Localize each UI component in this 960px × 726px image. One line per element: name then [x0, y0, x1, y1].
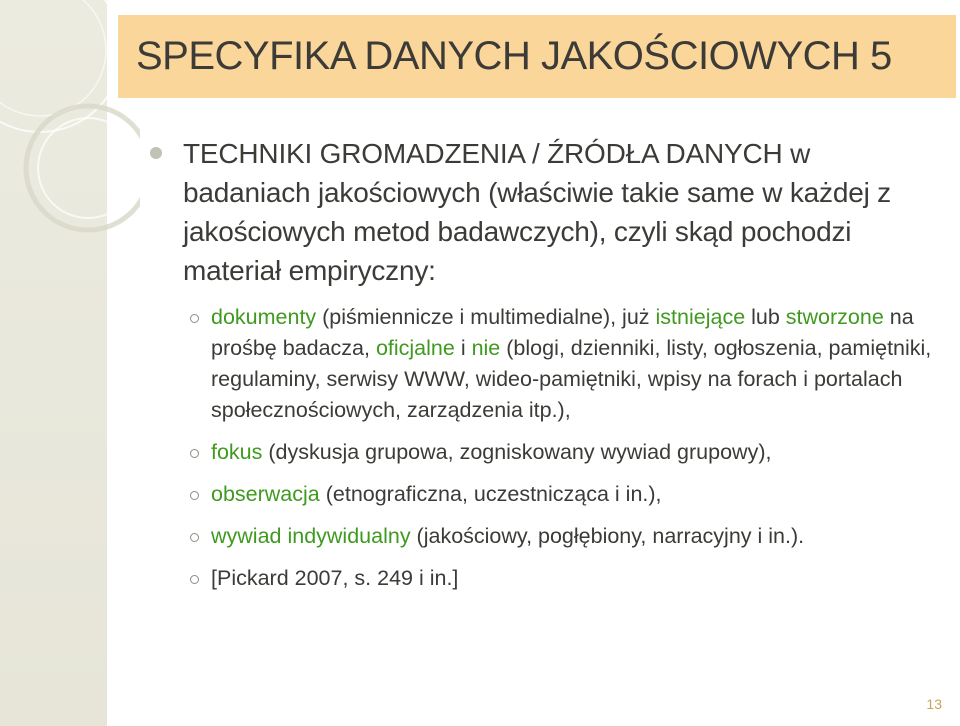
- text-segment: lub: [745, 305, 786, 329]
- term-fokus: fokus: [211, 440, 263, 464]
- ring-bullet-icon: [190, 533, 199, 542]
- title-bar: [118, 15, 956, 98]
- text-segment: i: [454, 336, 472, 360]
- text-segment: (jakościowy, pogłębiony, narracyjny i in.).: [410, 524, 805, 548]
- list-item: [190, 302, 940, 426]
- list-item: [190, 521, 940, 552]
- list-item: [190, 479, 940, 510]
- page-number: 13: [926, 696, 942, 712]
- citation: [Pickard 2007, s. 249 i in.]: [211, 566, 459, 590]
- term-nie: nie: [471, 336, 501, 360]
- list-item: [190, 563, 940, 594]
- ring-bullet-icon: [190, 314, 199, 323]
- sub-bullet-list: [150, 302, 940, 594]
- ring-bullet-icon: [190, 575, 199, 584]
- text-segment: (etnograficzna, uczestnicząca i in.),: [319, 482, 662, 506]
- bullet-dot-icon: [150, 147, 162, 159]
- text-segment: (blogi, dzienniki, listy, ogłoszenia, pamiętniki, regulaminy, serwisy WWW, wideo-pamiętniki, wpisy na forach i portalach społecznościowych, zarządzenia itp.),: [211, 336, 932, 422]
- main-bullet-text: TECHNIKI GROMADZENIA / ŹRÓDŁA DANYCH w badaniach jakościowych (właściwie takie same w każdej z jakościowych metod badawczych), czyli skąd pochodzi materiał empiryczny:: [183, 138, 891, 286]
- term-obserwacja: obserwacja: [211, 482, 320, 506]
- slide-title: SPECYFIKA DANYCH JAKOŚCIOWYCH 5: [136, 34, 892, 78]
- term-dokumenty: dokumenty: [211, 305, 317, 329]
- term-stworzone: stworzone: [785, 305, 884, 329]
- ring-bullet-icon: [190, 449, 199, 458]
- term-oficjalne: oficjalne: [375, 336, 455, 360]
- ring-bullet-icon: [190, 491, 199, 500]
- text-segment: (dyskusja grupowa, zogniskowany wywiad grupowy),: [262, 440, 772, 464]
- main-bullet: [150, 134, 940, 290]
- term-istniejace: istniejące: [655, 305, 746, 329]
- list-item: [190, 437, 940, 468]
- text-segment: na prośbę badacza,: [211, 305, 914, 360]
- text-segment: (piśmiennicze i multimedialne), już: [316, 305, 656, 329]
- slide-content: [150, 134, 940, 605]
- term-wywiad-indywidualny: wywiad indywidualny: [211, 524, 411, 548]
